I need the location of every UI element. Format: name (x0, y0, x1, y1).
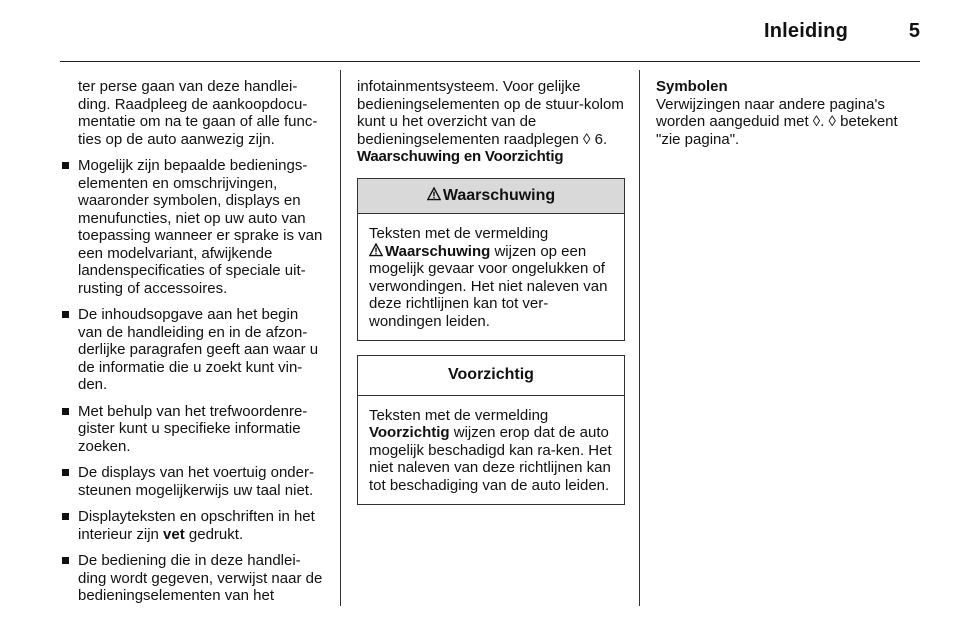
warning-box-body: Teksten met de vermelding Waarschuwing wijzen op een mogelijk gevaar voor ongelukken of verwondingen. Het niet naleven van deze richtlijnen kan tot ver-wondingen leiden. (369, 225, 608, 330)
section-heading: Waarschuwing en Voorzichtig (357, 148, 564, 165)
caution-box-header: Voorzichtig (358, 356, 624, 396)
page-reference-number: 6. (594, 130, 608, 148)
page-header-title: Inleiding (763, 20, 848, 42)
caution-box-body: Teksten met de vermelding Voorzichtig wijzen erop dat de auto mogelijk beschadigd kan ra-ken. Het niet naleven van deze richtlijnen kan tot beschadiging van de auto leiden. (369, 406, 612, 494)
warning-box-header (358, 179, 624, 215)
bullet-square-icon (62, 311, 69, 318)
list-item (58, 306, 326, 394)
bullet-square-icon (62, 513, 69, 520)
page-reference-arrow-icon: ◊ (812, 113, 821, 130)
bold-word: vet (163, 525, 185, 543)
caution-box (357, 355, 625, 505)
bullet-square-icon (62, 557, 69, 564)
bold-word: Voorzichtig (369, 424, 450, 441)
list-item (58, 508, 326, 543)
column-1 (58, 78, 326, 605)
continuation-text: infotainmentsysteem. Voor gelijke bedieningselementen op de stuur-kolom kunt u het overzicht van de bedieningselementen raadplegen ◊ 6. (357, 78, 624, 148)
bullet-square-icon (62, 469, 69, 476)
bullet-square-icon (62, 408, 69, 415)
column-3 (656, 78, 924, 148)
warning-triangle-icon (427, 187, 441, 201)
column-2 (357, 78, 625, 505)
warning-triangle-icon (369, 243, 383, 257)
warning-box (357, 178, 625, 342)
header-rule (60, 61, 920, 62)
symbols-text: Verwijzingen naar andere pagina's worden aangeduid met ◊. ◊ betekent "zie pagina". (656, 95, 898, 148)
column-divider-left (340, 70, 341, 606)
bullet-square-icon (62, 162, 69, 169)
list-item (58, 403, 326, 456)
page-reference-arrow-icon: ◊ (828, 113, 836, 130)
column-divider-right (639, 70, 640, 606)
page-number: 5 (908, 20, 920, 42)
page-reference-arrow-icon: ◊ (583, 130, 591, 148)
list-item-text: De displays van het voertuig onder-steunen mogelijkerwijs uw taal niet. (78, 464, 314, 499)
bold-word: Waarschuwing (385, 242, 491, 260)
warning-box-title: Waarschuwing (442, 186, 556, 204)
list-item-text: De inhoudsopgave aan het begin van de handleiding en in de afzon-derlijke paragrafen geeft aan waar u de informatie die u zoekt kunt vin-den. (78, 306, 319, 393)
list-item (58, 157, 326, 297)
list-item-text: Mogelijk zijn bepaalde bedienings-elementen en omschrijvingen, waaronder symbolen, displays en menufuncties, niet op uw auto van toepassing wanneer er sprake is van een modelvariant, afwijkende landenspecificaties of speciale uit-rusting of accessoires. (78, 157, 323, 297)
list-item-text: Displayteksten en opschriften in het interieur zijn (78, 508, 315, 543)
list-item-text: gedrukt. (188, 525, 244, 543)
list-item-text: De bediening die in deze handlei-ding wordt gegeven, verwijst naar de bedieningselementen van het (78, 552, 323, 604)
continuation-text: ter perse gaan van deze handlei-ding. Raadpleeg de aankoopdocu-mentatie om na te gaan of alle func-ties op de auto aanwezig zijn. (78, 78, 318, 148)
list-item (58, 552, 326, 605)
list-item (58, 464, 326, 499)
list-item-text: Met behulp van het trefwoordenre-gister kunt u specifieke informatie zoeken. (78, 402, 308, 455)
bullet-list (58, 157, 326, 605)
section-heading: Symbolen (656, 78, 728, 95)
